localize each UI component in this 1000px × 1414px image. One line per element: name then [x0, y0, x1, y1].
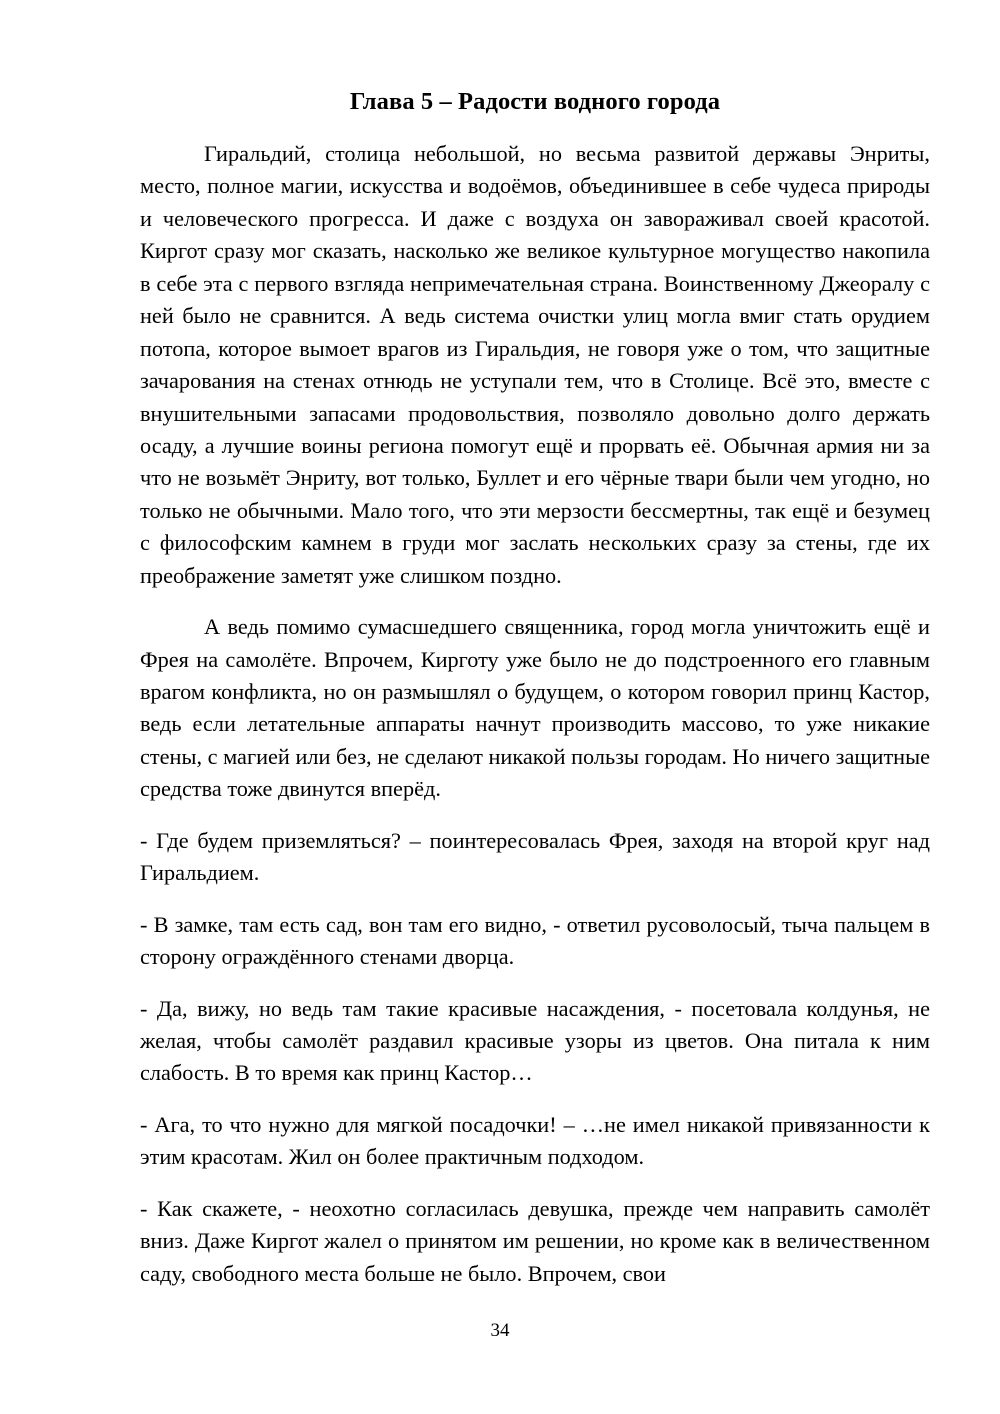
paragraph-6: - Ага, то что нужно для мягкой посадочки! – …не имел никакой привязанности к этим красотам. Жил он более практичным подходом.: [140, 1111, 930, 1170]
paragraph-3: - Где будем приземляться? – поинтересовалась Фрея, заходя на второй круг над Гиральдием.: [140, 827, 930, 886]
paragraph-4: - В замке, там есть сад, вон там его видно, - ответил русоволосый, тыча пальцем в сторону ограждённого стенами дворца.: [140, 911, 930, 970]
page-number: 34: [490, 1320, 510, 1341]
paragraph-5: - Да, вижу, но ведь там такие красивые насаждения, - посетовала колдунья, не желая, чтобы самолёт раздавил красивые узоры из цветов. Она питала к ним слабость. В то время как принц Кастор…: [140, 995, 930, 1086]
paragraph-7: - Как скажете, - неохотно согласилась девушка, прежде чем направить самолёт вниз. Даже Киргот жалел о принятом им решении, но кроме как в величественном саду, свободного места больше не было. Впрочем, свои: [140, 1195, 930, 1286]
page-body: [140, 138, 930, 1290]
chapter-title: Глава 5 – Радости водного города: [349, 88, 721, 115]
paragraph-2: А ведь помимо сумасшедшего священника, город могла уничтожить ещё и Фрея на самолёте. Впрочем, Кирготу уже было не до подстроенного его главным врагом конфликта, но он размышлял о будущем, о котором говорил принц Кастор, ведь если летательные аппараты начнут производить массово, то уже никакие стены, с магией или без, не сделают никакой пользы городам. Но ничего защитные средства тоже двинутся вперёд.: [140, 614, 930, 802]
paragraph-1: Гиральдий, столица небольшой, но весьма развитой державы Энриты, место, полное магии, искусства и водоёмов, объединившее в себе чудеса природы и человеческого прогресса. И даже с воздуха он завораживал своей красотой. Киргот сразу мог сказать, насколько же великое культурное могущество накопила в себе эта с первого взгляда непримечательная страна. Воинственному Джеоралу с ней было не сравнится. А ведь система очистки улиц могла вмиг стать орудием потопа, которое вымоет врагов из Гиральдия, не говоря уже о том, что защитные зачарования на стенах отнюдь не уступали тем, что в Столице. Всё это, вместе с внушительными запасами продовольствия, позволяло довольно долго держать осаду, а лучшие воины региона помогут ещё и прорвать её. Обычная армия ни за что не возьмёт Энриту, вот только, Буллет и его чёрные твари были чем угодно, но только не обычными. Мало того, что эти мерзости бессмертны, так ещё и безумец с философским камнем в груди мог заслать нескольких сразу за стены, где их преображение заметят уже слишком поздно.: [140, 141, 930, 588]
